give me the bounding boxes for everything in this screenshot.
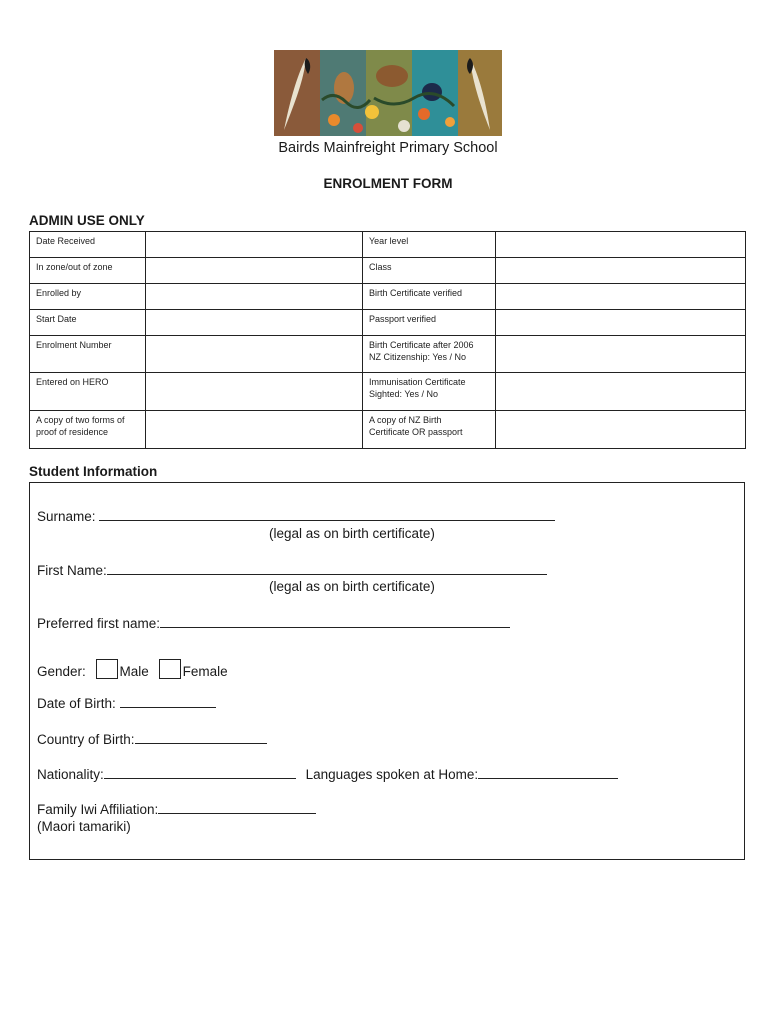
admin-table bbox=[29, 231, 746, 449]
surname-label: Surname: bbox=[37, 509, 96, 524]
admin-input-cell[interactable] bbox=[496, 411, 746, 449]
table-row bbox=[30, 411, 746, 449]
admin-input-cell[interactable] bbox=[146, 284, 363, 310]
table-row bbox=[30, 284, 746, 310]
table-row bbox=[30, 232, 746, 258]
table-row bbox=[30, 258, 746, 284]
country-label: Country of Birth: bbox=[37, 732, 135, 747]
first-name-field[interactable] bbox=[107, 562, 547, 575]
dob-field[interactable] bbox=[120, 695, 216, 708]
female-checkbox[interactable] bbox=[159, 659, 181, 679]
preferred-name-field[interactable] bbox=[160, 615, 510, 628]
iwi-row bbox=[37, 801, 316, 817]
female-label: Female bbox=[182, 664, 228, 679]
surname-field[interactable] bbox=[99, 508, 555, 521]
admin-label: Passport verified bbox=[363, 310, 496, 336]
admin-input-cell[interactable] bbox=[496, 336, 746, 373]
first-name-label: First Name: bbox=[37, 563, 107, 578]
nationality-field[interactable] bbox=[104, 766, 296, 779]
nationality-label: Nationality: bbox=[37, 767, 104, 782]
admin-label: A copy of NZ Birth Certificate OR passport bbox=[363, 411, 496, 449]
school-name: Bairds Mainfreight Primary School bbox=[278, 140, 498, 156]
admin-input-cell[interactable] bbox=[496, 310, 746, 336]
first-name-row bbox=[37, 562, 547, 578]
admin-label: Year level bbox=[363, 232, 496, 258]
nationality-row bbox=[37, 766, 618, 782]
admin-input-cell[interactable] bbox=[496, 284, 746, 310]
gender-label: Gender: bbox=[37, 664, 86, 679]
male-checkbox[interactable] bbox=[96, 659, 118, 679]
iwi-note: (Maori tamariki) bbox=[37, 819, 131, 834]
dob-row bbox=[37, 695, 216, 711]
admin-label: Enrolled by bbox=[30, 284, 146, 310]
school-banner-image bbox=[274, 50, 502, 136]
admin-input-cell[interactable] bbox=[496, 232, 746, 258]
admin-label: Immunisation Certificate Sighted: Yes / No bbox=[363, 373, 496, 411]
country-field[interactable] bbox=[135, 731, 267, 744]
admin-input-cell[interactable] bbox=[496, 258, 746, 284]
languages-field[interactable] bbox=[478, 766, 618, 779]
admin-input-cell[interactable] bbox=[146, 310, 363, 336]
admin-label: Entered on HERO bbox=[30, 373, 146, 411]
admin-input-cell[interactable] bbox=[146, 232, 363, 258]
first-name-legal-note: (legal as on birth certificate) bbox=[269, 579, 435, 594]
admin-input-cell[interactable] bbox=[146, 336, 363, 373]
student-heading: Student Information bbox=[29, 464, 158, 479]
admin-input-cell[interactable] bbox=[496, 373, 746, 411]
country-row bbox=[37, 731, 267, 747]
surname-row bbox=[37, 508, 555, 524]
languages-label: Languages spoken at Home: bbox=[305, 767, 479, 782]
admin-label: Class bbox=[363, 258, 496, 284]
male-label: Male bbox=[119, 664, 149, 679]
table-row bbox=[30, 373, 746, 411]
admin-label: Birth Certificate verified bbox=[363, 284, 496, 310]
admin-input-cell[interactable] bbox=[146, 411, 363, 449]
gender-row bbox=[37, 659, 228, 679]
admin-label: Date Received bbox=[30, 232, 146, 258]
iwi-label: Family Iwi Affiliation: bbox=[37, 802, 159, 817]
preferred-name-row bbox=[37, 615, 510, 631]
table-row bbox=[30, 336, 746, 373]
student-info-box bbox=[29, 482, 745, 860]
admin-input-cell[interactable] bbox=[146, 373, 363, 411]
form-title: ENROLMENT FORM bbox=[323, 176, 453, 191]
admin-label: Birth Certificate after 2006 NZ Citizenship: Yes / No bbox=[363, 336, 496, 373]
iwi-field[interactable] bbox=[158, 801, 316, 814]
preferred-name-label: Preferred first name: bbox=[37, 616, 161, 631]
admin-heading: ADMIN USE ONLY bbox=[29, 213, 145, 228]
admin-label: Enrolment Number bbox=[30, 336, 146, 373]
admin-input-cell[interactable] bbox=[146, 258, 363, 284]
admin-label: A copy of two forms of proof of residence bbox=[30, 411, 146, 449]
table-row bbox=[30, 310, 746, 336]
admin-label: Start Date bbox=[30, 310, 146, 336]
surname-legal-note: (legal as on birth certificate) bbox=[269, 526, 435, 541]
dob-label: Date of Birth: bbox=[37, 696, 116, 711]
admin-label: In zone/out of zone bbox=[30, 258, 146, 284]
